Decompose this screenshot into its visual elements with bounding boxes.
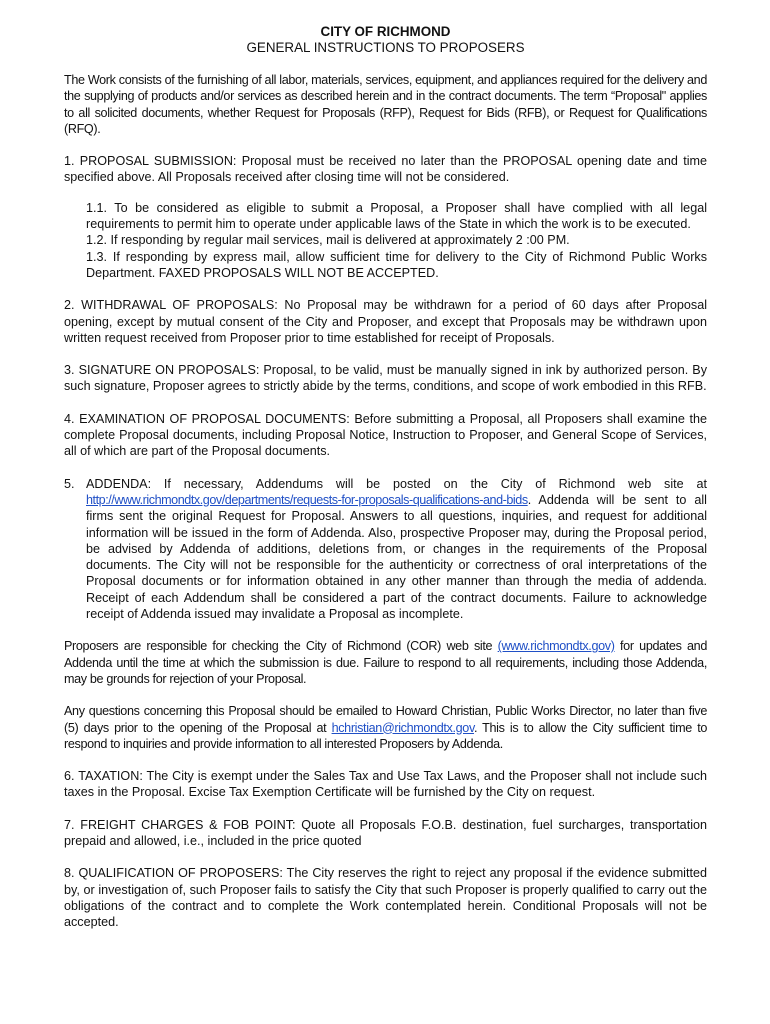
section-taxation: 6. TAXATION: The City is exempt under the Sales Tax and Use Tax Laws, and the Proposer shall not include such taxes in the Proposal. Excise Tax Exemption Certificate will be furnished by the City on request.	[64, 769, 707, 800]
email-link[interactable]: hchristian@richmondtx.gov	[331, 720, 474, 735]
questions-text-before: Any questions concerning this Proposal should be emailed to Howard Christian, Public Works Director, no later than five (5) days prior to the opening of the Proposal at	[64, 704, 707, 735]
document-page	[64, 24, 707, 946]
website-link[interactable]: (www.richmondtx.gov)	[497, 639, 615, 654]
section-withdrawal-of-proposals: 2. WITHDRAWAL OF PROPOSALS: No Proposal may be withdrawn for a period of 60 days after Proposal opening, except by mutual consent of the City and Proposer, and except that Proposals may be withdrawn upon written request received from Proposer prior to time established for receipt of Proposals.	[64, 298, 707, 345]
subitem-1-3: 1.3. If responding by express mail, allow sufficient time for delivery to the City of Richmond Public Works Department. FAXED PROPOSALS WILL NOT BE ACCEPTED.	[86, 249, 707, 280]
addenda-text-after: . Addenda will be sent to all firms sent the original Request for Proposal. Answers to all questions, inquiries, and request for additional information will be issued in the form of Addenda. Also, prospective Proposer may, during the Proposal period, be advised by Addenda of additions, deletions from, or changes in the requirements of the Proposal documents. The City will not be responsible for the authenticity or correctness of oral interpretations of the Proposal documents or for information obtained in any other manner than through the media of addenda. Receipt of each Addendum shall be considered a part of the contract documents. Failure to acknowledge receipt of Addenda issued may invalidate a Proposal as incomplete.	[86, 492, 707, 622]
section-1-subitems	[86, 200, 707, 281]
section-addenda	[64, 476, 707, 623]
questions-paragraph	[64, 703, 707, 752]
questions-text-after: . This is to allow the City sufficient time to respond to inquiries and provide information to all interested Proposers by Addenda.	[64, 720, 708, 751]
intro-paragraph: The Work consists of the furnishing of all labor, materials, services, equipment, and appliances required for the delivery and the supplying of products and/or services as described herein and in the contract documents. The term “Proposal" applies to all solicited documents, whether Request for Proposals (RFP), Request for Bids (RFB), or Request for Qualifications (RFQ).	[64, 73, 707, 136]
responsibility-paragraph	[64, 638, 707, 687]
section-signature-on-proposals: 3. SIGNATURE ON PROPOSALS: Proposal, to be valid, must be manually signed in ink by authorized person. By such signature, Proposer agrees to strictly abide by the terms, conditions, and scope of work embodied in this RFB.	[64, 363, 707, 394]
section-freight-charges: 7. FREIGHT CHARGES & FOB POINT: Quote all Proposals F.O.B. destination, fuel surcharges, transportation prepaid and allowed, i.e., included in the price quoted	[64, 817, 707, 848]
document-subtitle: GENERAL INSTRUCTIONS TO PROPOSERS	[246, 40, 525, 55]
responsibility-text-before: Proposers are responsible for checking the City of Richmond (COR) web site	[64, 639, 498, 654]
section-proposal-submission: 1. PROPOSAL SUBMISSION: Proposal must be received no later than the PROPOSAL opening date and time specified above. All Proposals received after closing time will not be considered.	[64, 154, 707, 185]
subitem-1-1: 1.1. To be considered as eligible to submit a Proposal, a Proposer shall have complied with all legal requirements to permit him to operate under applicable laws of the State in which the work is to be executed.	[86, 200, 707, 232]
section-examination-of-documents: 4. EXAMINATION OF PROPOSAL DOCUMENTS: Before submitting a Proposal, all Proposers shall examine the complete Proposal documents, including Proposal Notice, Instruction to Proposer, and General Scope of Services, all of which are part of the Proposal documents.	[64, 411, 707, 459]
document-title: CITY OF RICHMOND	[320, 24, 451, 39]
section-addenda-number: 5.	[64, 476, 75, 491]
section-qualification-of-proposers: 8. QUALIFICATION OF PROPOSERS: The City reserves the right to reject any proposal if the evidence submitted by, or investigation of, such Proposer fails to satisfy the City that such Proposer is properly qualified to carry out the obligations of the contract and to complete the Work contemplated herein. Conditional Proposals will not be accepted.	[64, 866, 707, 930]
subitem-1-2: 1.2. If responding by regular mail services, mail is delivered at approximately 2 :00 PM.	[86, 233, 570, 248]
section-addenda-body	[86, 476, 707, 623]
addenda-text-before: ADDENDA: If necessary, Addendums will be posted on the City of Richmond web site at	[86, 476, 707, 491]
responsibility-text-after: for updates and Addenda until the time at which the submission is due. Failure to respond to all requirements, including those Addenda, may be grounds for rejection of your Proposal.	[64, 639, 707, 686]
addenda-link[interactable]: http://www.richmondtx.gov/departments/requests-for-proposals-qualifications-and-bids	[86, 492, 528, 507]
